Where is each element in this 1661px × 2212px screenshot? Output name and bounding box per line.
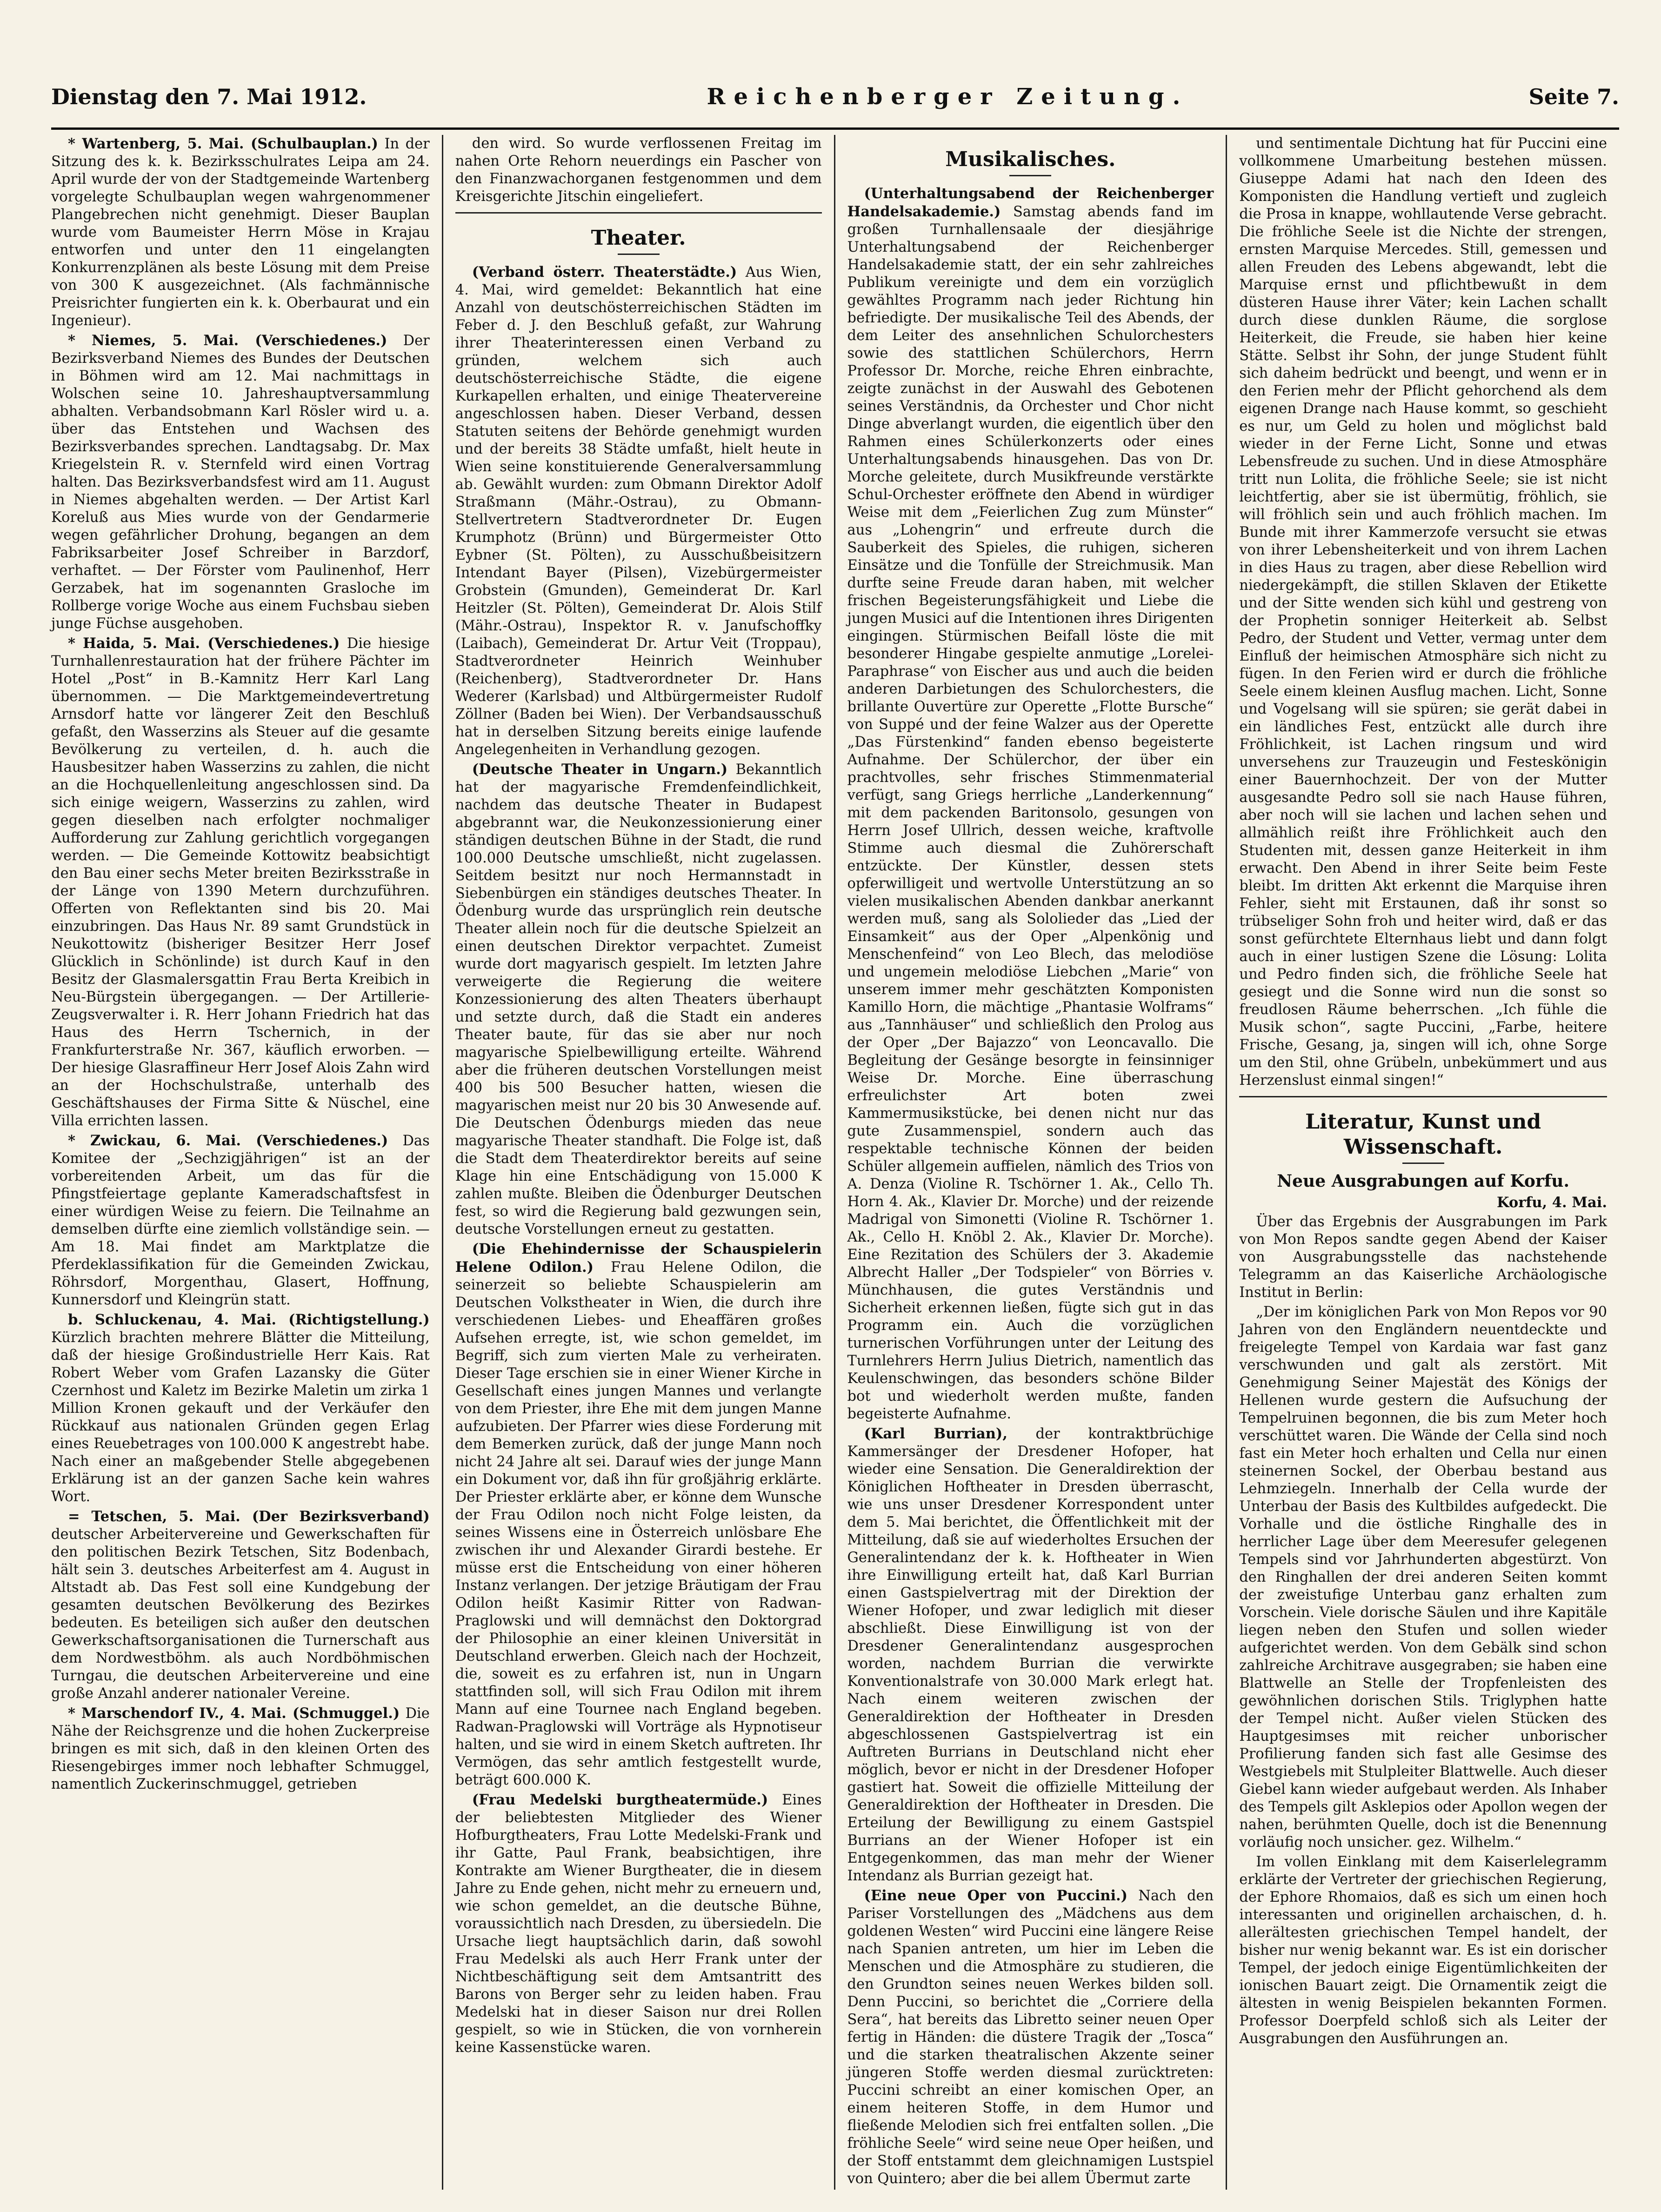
article-handelsakademie [847, 185, 1214, 1423]
article-body: Nach den Pariser Vorstellungen des „Mädchens aus dem goldenen Westen“ wird Puccini eine längere Reise nach Spanien antreten, um hier im Leben die Menschen und die Atmosphäre zu studieren, die den Grundton seines neuen Werkes bilden soll. Denn Puccini, so berichtet die „Corriere della Sera“, hat bereits das Libretto seiner neuen Oper fertig in Händen: die düstere Tragik der „Tosca“ und die starken theatralischen Akzente seiner jüngeren Stoffe werden diesmal zurücktreten: Puccini schreibt an einer komischen Oper, an einem heiteren Stoffe, in dem Humor und fließende Melodien sich frei entfalten sollen. „Die fröhliche Seele“ wird seine neue Oper heißen, und der Stoff entstammt dem gleichnamigen Lustspiel von Quintero; aber die bei allem Übermut zarte [847, 1888, 1214, 2187]
title-underline [618, 254, 660, 255]
article-head: * Zwickau, 6. Mai. (Verschiedenes.) [68, 1132, 388, 1149]
article-body: deutscher Arbeitervereine und Gewerkschaften für den politischen Bezirk Tetschen, Sitz Bodenbach, hält sein 3. deutsches Arbeiterfest am 4. August in Altstadt ab. Das Fest soll eine Kundgebung der gesamten deutschen Bevölkerung des Bezirkes bedeuten. Es beteiligen sich außer den deutschen Gewerkschaftsorganisationen die Turnerschaft aus dem Nordwestböhm. als auch Nordböhmischen Turngau, die deutschen Arbeitervereine und eine große Anzahl anderer nationaler Vereine. [51, 1526, 430, 1702]
column-2 [443, 135, 835, 2190]
article-continuation: den wird. So wurde verflossenen Freitag im nahen Orte Rehorn neuerdings ein Pascher von den Finanzwachorganen festgenommen und dem Kreisgerichte Jitschin eingeliefert. [455, 135, 822, 205]
section-title-literature: Literatur, Kunst und Wissenschaft. [1305, 1110, 1541, 1159]
section-divider [1239, 1096, 1607, 1097]
page-number: Seite 7. [1528, 84, 1619, 109]
article-head: * Haida, 5. Mai. (Verschiedenes.) [68, 635, 340, 652]
column-4 [1227, 135, 1619, 2190]
article-puccini-continuation: und sentimentale Dichtung hat für Puccini eine vollkommene Umarbeitung bestehen müssen. Giuseppe Adami hat nach den Ideen des Komponisten die Handlung vertieft und zugleich die Prosa in knappe, wohllautende Verse gebracht. Die fröhliche Seele ist die Nichte der strengen, ernsten Marquise Mercedes. Still, gemessen und allen Freuden des Lebens abgewandt, lebt die Marquise ernst und pflichtbewußt in dem düsteren Hause ihrer Väter; kein Lachen schallt durch diese dunklen Räume, die sorglose Heiterkeit, die Freude, sie haben hier keine Stätte. Selbst ihr Sohn, der junge Student fühlt sich daheim bedrückt und beengt, und wenn er in den Ferien mehr der Pflicht gehorchend als dem eigenen Drange nach Hause kommt, so geschieht es nur, um Geld zu holen und möglichst bald wieder in der Ferne Licht, Sonne und etwas Lebensfreude zu suchen. Und in diese Atmosphäre tritt nun Lolita, die fröhliche Seele; sie ist nicht leichtfertig, aber sie ist übermütig, fröhlich, sie will fröhlich sein und auch fröhlich machen. Im Bunde mit ihrer Kammerzofe versucht sie etwas von ihrer Lebensheiterkeit und von ihrem Lachen in dies Haus zu tragen, aber diese Rebellion wird niedergekämpft, die stillen Sklaven der Etikette und der Sitte wenden sich kühl und gestreng von der Prophetin sonniger Heiterkeit ab. Selbst Pedro, der Student und Vetter, vermag unter dem Einfluß der heimischen Atmosphäre sich nicht zu fügen. In den Ferien wird er durch die fröhliche Seele einem kleinen Ausflug machen. Licht, Sonne und Vogelsang will sie spüren; sie gerät dabei in ein ländliches Fest, entzückt alle durch ihre Fröhlichkeit, ist Lachen ringsum und wird unversehens zur Trauzeugin und Festeskönigin einer Bauernhochzeit. Der von der Mutter ausgesandte Pedro soll sie nach Hause führen, aber noch will sie lachen und lachen sehen und allmählich reißt ihre Fröhlichkeit auch den Studenten mit, dessen ganze Heiterkeit in ihm erwacht. Den Abend in ihrer Seite beim Feste bleibt. Im dritten Akt erkennt die Marquise ihren Fehler, sieht mit Erstaunen, daß ihr sonst so trübseliger Sohn froh und heiter wird, daß er das sonst gefürchtete Elternhaus liebt und dann folgt auch in einer lustigen Szene die Lösung: Lolita und Pedro finden sich, die fröhliche Seele hat gesiegt und die Sonne wird nun die sonst so freudlosen Räume beherrschen. „Ich fühle die Musik schon“, sagte Puccini, „Farbe, heitere Frische, Gesang, ja, singen will ich, ohne Sorge um den Stil, ohne Grübeln, unbekümmert und aus Herzenslust einmal singen!“ [1239, 135, 1607, 1089]
masthead: Reichenberger Zeitung. [707, 84, 1189, 110]
article-body: Samstag abends fand im großen Turnhallensaale der diesjährige Unterhaltungsabend der Reichenberger Handelsakademie statt, der ein sehr zahlreiches Publikum vereinigte und dem ein vorzüglich gewähltes Programm nach jeder Richtung hin befriedigte. Der musikalische Teil des Abends, der dem Leiter des ansehnlichen Schulorchesters sowie des stattlichen Schülerchors, Herrn Professor Dr. Morche, reiche Ehren einbrachte, zeigte zunächst in der Auswahl des Gebotenen seines Verständnis, da Orchester und Chor nicht Dinge abverlangt wurden, die eigentlich über den Rahmen eines Schülerkonzerts oder eines Unterhaltungsabends hinausgehen. Das von Dr. Morche geleitete, durch Musikfreunde verstärkte Schul-Orchester eröffnete den Abend in würdiger Weise mit dem „Feierlichen Zug zum Münster“ aus „Lohengrin“ und erfreute durch die Sauberkeit des Spieles, die ruhigen, sicheren Einsätze und die Tonfülle der Streichmusik. Man durfte seine Freude daran haben, mit welcher frischen Begeisterungsfähigkeit und Liebe die jungen Musici auf die Intentionen ihres Dirigenten eingingen. Stürmischen Beifall löste die mit besonderer Hingabe gespielte anmutige „Lorelei-Paraphrase“ von Eischer aus und auch die beiden anderen Darbietungen des Schulorchesters, die brillante Ouvertüre zur Operette „Flotte Bursche“ von Suppé und der feine Walzer aus der Operette „Das Fürstenkind“ fanden ebenso begeisterte Aufnahme. Der Schülerchor, der über ein prachtvolles, sehr frisches Stimmenmaterial verfügt, sang Griegs herrliche „Landerkennung“ mit dem packenden Baritonsolo, gesungen von Herrn Josef Ullrich, dessen weiche, kraftvolle Stimme auch diesmal die Zuhörerschaft entzückte. Der Künstler, dessen stets opferwilligeit und wertvolle Unterstützung an so vielen musikalischen Abenden dankbar anerkannt werden muß, sang als Sololieder das „Lied der Einsamkeit“ aus der Oper „Alpenkönig und Menschenfeind“ von Leo Blech, das melodiöse und ungemein melodiöse Liebchen „Marie“ von unserem immer mehr geschätzten Komponisten Kamillo Horn, die mächtige „Phantasie Wolframs“ aus „Tannhäuser“ und schließlich den Prolog aus der Oper „Der Bajazzo“ von Leoncavallo. Die Begleitung der Gesänge besorgte in feinsinniger Weise Dr. Morche. Eine überraschung erfreulichster Art boten zwei Kammermusikstücke, bei denen nicht nur das gute Zusammenspiel, sondern auch das respektable technische Können der beiden Schüler allgemein auffielen, nämlich des Trios von A. Denza (Violine R. Tschörner 1. Ak., Cello Th. Horn 4. Ak., Klavier Dr. Morche) und der reizende Madrigal von Simonetti (Violine R. Tschörner 1. Ak., Cello H. Knöbl 2. Ak., Klavier Dr. Morche). Eine Rezitation des Schülers der 3. Akademie Albrecht Haller „Der Todspieler“ von Börries v. Münchhausen, die gutes Verständnis und Sicherheit erkennen ließen, fügte sich gut in das Programm ein. Auch die vorzüglichen turnerischen Vorführungen unter der Leitung des Turnlehrers Herrn Julius Dietrich, namentlich das Keulenschwingen, das besonders schöne Bilder bot und wiederholt werden mußte, fanden begeisterte Aufnahme. [847, 204, 1214, 1422]
article-odilon [455, 1240, 822, 1789]
article-head: = Tetschen, 5. Mai. (Der Bezirksverband) [68, 1508, 430, 1525]
article-niemes [51, 332, 430, 633]
article-body: Bekanntlich hat der magyarische Fremdenfeindlichkeit, nachdem das deutsche Theater in Budapest abgebrannt war, die Neukonzessionierung einer ständigen deutschen Bühne in der Stadt, die rund 100.000 Deutsche umschließt, nicht zugelassen. Seitdem besitzt nur noch Hermannstadt in Siebenbürgen ein ständiges deutsches Theater. In Ödenburg wurde das ursprünglich rein deutsche Theater allein noch für die deutsche Spielzeit an einen deutschen Direktor verpachtet. Zumeist wurde dort magyarisch gespielt. Im letzten Jahre verweigerte die Regierung die weitere Konzessionierung des alten Theaters überhaupt und setzte durch, daß die Stadt ein anderes Theater baute, für das sie aber nur noch magyarische Spielbewilligung erteilte. Während aber die früheren deutschen Vorstellungen meist 400 bis 500 Besucher hatten, wiesen die magyarischen meist nur 20 bis 30 Anwesende auf. Die Deutschen Ödenburgs mieden das neue magyarische Theater standhaft. Die Folge ist, daß die Stadt dem Theaterdirektor bereits auf seine Klage hin eine Entschädigung von 15.000 K zahlen mußte. Bleiben die Ödenburger Deutschen fest, so wird die Regierung bald gezwungen sein, deutsche Vorstellungen erneut zu gestatten. [455, 762, 822, 1237]
article-columns [51, 135, 1619, 2187]
article-body: Kürzlich brachten mehrere Blätter die Mitteilung, daß der hiesige Großindustrielle Herr Kais. Rat Robert Weber vom Grafen Lazansky die Güter Czernhost und Kaletz im Bezirke Maletin um zirka 1 Million Kronen gekauft und der Verkäufer den Rückkauf aus nationalen Gründen gegen Erlag eines Reuebetrages von 100.000 K angestrebt habe. Nach einer an maßgebender Stelle abgegebenen Erklärung ist an der ganzen Sache kein wahres Wort. [51, 1330, 430, 1505]
article-head: (Die Ehehindernisse der Schauspielerin Helene Odilon.) [455, 1241, 822, 1276]
article-head: (Frau Medelski burgtheatermüde.) [472, 1791, 768, 1808]
article-body: Eines der beliebtesten Mitglieder des Wiener Hofburgtheaters, Frau Lotte Medelski-Frank und ihr Gatte, Paul Frank, beabsichtigen, ihre Kontrakte am Wiener Burgtheater, die in diesem Jahre zu Ende gehen, nicht mehr zu erneuern und, wie schon gemeldet, an die deutsche Bühne, voraussichtlich nach Dresden, zu übersiedeln. Die Ursache liegt hauptsächlich darin, daß sowohl Frau Medelski als auch Herr Frank unter der Nichtbeschäftigung seit dem Amtsantritt des Barons von Berger sehr zu leiden haben. Frau Medelski hat in dieser Saison nur drei Rollen gespielt, so wie in Stücken, die von vornherein keine Kassenstücke waren. [455, 1792, 822, 2056]
article-theater-verband [455, 263, 822, 759]
article-marschendorf [51, 1704, 430, 1793]
article-wartenberg [51, 135, 430, 330]
article-puccini [847, 1887, 1214, 2188]
article-korfu-telegram: „Der im königlichen Park von Mon Repos vor 90 Jahren von den Engländern neuentdeckte und freigelegte Tempel von Kardaia war fast ganz verschwunden und galt als zerstört. Mit Genehmigung Seiner Majestät des Königs der Hellenen wurde gestern die Aufsuchung der Tempelruinen begonnen, die bis zum Meter hoch verschüttet waren. Die Wände der Cella sind noch fast ein Meter hoch erhalten und Cella nur einen steinernen Sockel, der Oberbau bestand aus Lehmziegeln. Innerhalb der Cella wurde der Unterbau der Basis des Kultbildes aufgedeckt. Die Vorhalle und die östliche Ringhalle des in herrlicher Lage über dem Meeresufer gelegenen Tempels sind vor Jahrhunderten abgestürzt. Von den Ringhallen der drei anderen Seiten kommt der zweistufige Unterbau ganz erhalten zum Vorschein. Viele dorische Säulen und ihre Kapitäle liegen neben den Stufen und sollen wieder aufgerichtet werden. Von dem Gebälk sind schon zahlreiche Architrave ausgegraben; sie haben eine Blattwelle an Stelle der Tropfenleisten des gewöhnlichen dorischen Stils. Triglyphen hatte der Tempel nicht. Außer vielen Stücken des Hauptgesimses mit reicher unborischer Profilierung fanden sich fast alle Gesimse des Westgiebels mit Stulpleiter Blattwelle. Auch dieser Giebel kann wieder aufgebaut werden. Als Inhaber des Tempels gilt Asklepios oder Apollon wegen der nahen, berühmten Quelle, doch ist die Benennung vorläufig noch unsicher. gez. Wilhelm.“ [1239, 1304, 1607, 1851]
article-body: In der Sitzung des k. k. Bezirksschulrates Leipa am 24. April wurde der von der Stadtgemeinde Wartenberg vorgelegte Schulbauplan wegen wahrgenommener Plangebrechen nicht genehmigt. Dieser Bauplan wurde vom Baumeister Herrn Möse in Krajau entworfen und unter den 11 eingelangten Konkurrenzplänen als beste Lösung mit dem Preise von 300 K ausgezeichnet. (Als fachmännische Preisrichter fungierten ein k. k. Oberbaurat und ein Ingenieur). [51, 136, 430, 329]
article-head: (Eine neue Oper von Puccini.) [864, 1887, 1128, 1904]
column-1 [51, 135, 443, 2190]
article-head: b. Schluckenau, 4. Mai. (Richtigstellung.) [68, 1311, 430, 1328]
article-head: * Wartenberg, 5. Mai. (Schulbauplan.) [68, 135, 378, 152]
article-medelski [455, 1791, 822, 2057]
article-head: * Marschendorf IV., 4. Mai. (Schmuggel.) [68, 1705, 400, 1722]
article-body: Aus Wien, 4. Mai, wird gemeldet: Bekanntlich hat eine Anzahl von deutschösterreichischen Städten im Feber d. J. den Beschluß gefaßt, zur Wahrung ihrer Theaterinteressen einen Verband zu gründen, welchem sich auch deutschösterreichische Städte, die eigene Kurkapellen erhalten, und einige Theatervereine angeschlossen haben. Dieser Verband, dessen Statuten seitens der Behörde genehmigt wurden und der bereits 38 Städte umfaßt, hielt heute in Wien seine konstituierende Generalversammlung ab. Gewählt wurden: zum Obmann Direktor Adolf Straßmann (Mähr.-Ostrau), zu Obmann-Stellvertretern Stadtverordneter Dr. Eugen Krumphotz (Brünn) und Bürgermeister Otto Eybner (St. Pölten), zu Ausschußbeisitzern Intendant Bayer (Pilsen), Vizebürgermeister Grobstein (Gmunden), Gemeinderat Dr. Karl Heitzler (St. Pölten), Gemeinderat Dr. Alois Stilf (Mähr.-Ostrau), Inspektor R. v. Janufschoffky (Laibach), Gemeinderat Dr. Artur Veit (Troppau), Stadtverordneter Heinrich Weinhuber (Reichenberg), Stadtverordneter Dr. Hans Wederer (Karlsbad) und Altbürgermeister Rudolf Zöllner (Baden bei Wien). Der Verbandsausschuß hat in derselben Sitzung bereits einige laufende Angelegenheiten in Verhandlung gezogen. [455, 264, 822, 758]
article-body: Die Nähe der Reichsgrenze und die hohen Zuckerpreise bringen es mit sich, daß in den kleinen Orten des Riesengebirges immer noch lebhafter Schmuggel, namentlich Zuckerinschmuggel, getrieben [51, 1705, 430, 1792]
page-header [51, 84, 1619, 130]
article-head: (Unterhaltungsabend der Reichenberger Handelsakademie.) [847, 185, 1214, 220]
article-head: * Niemes, 5. Mai. (Verschiedenes.) [68, 332, 387, 349]
article-tetschen [51, 1508, 430, 1703]
section-title-theater: Theater. [591, 226, 686, 250]
article-korfu-intro: Über das Ergebnis der Ausgrabungen im Park von Mon Repos sandte gegen Abend der Kaiser von Ausgrabungsstelle das nachstehende Telegramm an das Kaiserliche Archäologische Institut in Berlin: [1239, 1214, 1607, 1301]
article-body: Der Bezirksverband Niemes des Bundes der Deutschen in Böhmen wird am 12. Mai nachmittags in Wolschen seine 10. Jahreshauptversammlung abhalten. Verbandsobmann Karl Rösler wird u. a. über das Entstehen und Wachsen des Bezirksverbandes sprechen. Landtagsabg. Dr. Max Kriegelstein R. v. Sternfeld wird einen Vortrag halten. Das Bezirksverbandsfest wird am 11. August in Niemes abgehalten werden. — Der Artist Karl Koreluß aus Mies wurde von der Gendarmerie wegen gefährlicher Drohung, begangen an dem Fabriksarbeiter Josef Schreiber in Barzdorf, verhaftet. — Der Förster vom Paulinenhof, Herr Gerzabek, hat im sogenannten Grasloche im Rollberge vorige Woche aus einem Fuchsbau sieben junge Füchse ausgehoben. [51, 333, 430, 632]
section-divider [455, 212, 822, 214]
title-underline [1402, 1163, 1444, 1164]
article-korfu-closing: Im vollen Einklang mit dem Kaiserlelegramm erklärte der Vertreter der griechischen Regierung, der Ephore Rhomaios, daß es sich um einen hoch interessanten und originellen archaischen, d. h. allerältesten griechischen Tempel handelt, der bisher nur wenig bekannt war. Es ist ein dorischer Tempel, der jedoch einige Eigentümlichkeiten der ionischen Bauart zeigt. Die Ornamentik zeigt die ältesten in wenig Beispielen bekannten Formen. Professor Doerpfeld schloß sich als Leiter der Ausgrabungen den Ausführungen an. [1239, 1854, 1607, 2047]
section-title-music: Musikalisches. [945, 147, 1116, 171]
column-3 [835, 135, 1227, 2190]
article-subtitle-korfu: Neue Ausgrabungen auf Korfu. [1277, 1171, 1569, 1191]
article-burrian [847, 1425, 1214, 1885]
dateline-korfu: Korfu, 4. Mai. [1497, 1194, 1607, 1211]
article-body: Das Komitee der „Sechzigjährigen“ ist an der vorbereitenden Arbeit, um das für die Pfingstfeiertage geplante Kameradschaftsfest in einer würdigen Weise zu feiern. Die Teilnahme an demselben dürfte eine ziemlich vollständige sein. — Am 18. Mai findet am Marktplatze die Pferdeklassifikation für die Gemeinden Zwickau, Röhrsdorf, Morgenthau, Glasert, Hoffnung, Kunnersdorf und Kleingrün statt. [51, 1133, 430, 1308]
title-underline [1009, 175, 1051, 176]
article-theater-ungarn [455, 761, 822, 1238]
article-body: Die hiesige Turnhallenrestauration hat der frühere Pächter im Hotel „Post“ in B.-Kamnitz Herr Karl Lang übernommen. — Die Marktgemeindevertretung Arnsdorf hatte vor längerer Zeit den Beschluß gefaßt, den Wasserzins als Steuer auf die gesamte Bevölkerung zu verteilen, d. h. auch die Hausbesitzer haben Wasserzins zu zahlen, die nicht an die Hochquellenleitung angeschlossen sind. Da sich einige weigern, Wasserzins zu zahlen, wird gegen dieselben nach erfolgter nochmaliger Aufforderung zur Zahlung gerichtlich vorgegangen werden. — Die Gemeinde Kottowitz beabsichtigt den Bau einer sechs Meter breiten Bezirksstraße in der Länge von 1390 Metern durchzuführen. Offerten von Reflektanten sind bis 20. Mai einzubringen. Das Haus Nr. 89 samt Grundstück in Neukottowitz (bisheriger Besitzer Herr Josef Glücklich in Schönlinde) ist durch Kauf in den Besitz der Glasmalersgattin Frau Berta Kreibich in Neu-Bürgstein übergegangen. — Der Artillerie-Zeugsverwalter i. R. Herr Johann Friedrich hat das Haus des Herrn Tschernich, in der Frankfurterstraße Nr. 367, käuflich erworben. — Der hiesige Glasraffineur Herr Josef Alois Zahn wird an der Hochschulstraße, unterhalb des Geschäftshauses der Firma Sitte & Nüschel, eine Villa errichten lassen. [51, 635, 430, 1129]
article-schluckenau [51, 1311, 430, 1506]
article-head: (Karl Burrian), [864, 1425, 1007, 1442]
article-head: (Verband österr. Theaterstädte.) [472, 264, 737, 281]
header-date: Dienstag den 7. Mai 1912. [51, 84, 367, 109]
article-haida [51, 635, 430, 1130]
article-body: der kontraktbrüchige Kammersänger der Dresdener Hofoper, hat wieder eine Sensation. Die Generaldirektion der Königlichen Hoftheater in Dresden überrascht, wie uns unser Dresdener Korrespondent unter dem 5. Mai berichtet, die Öffentlichkeit mit der Mitteilung, daß sie auf wiederholtes Ersuchen der Generalintendanz der k. k. Hoftheater in Wien ihre Einwilligung erteilt hat, daß Karl Burrian einen Gastspielvertrag mit der Direktion der Wiener Hofoper, und zwar lediglich mit dieser abschließt. Diese Einwilligung ist von der Dresdener Generalintendanz ausgesprochen worden, nachdem Burrian die verwirkte Konventionalstrafe von 30.000 Mark erlegt hat. Nach einem weiteren zwischen der Generaldirektion der Hoftheater in Dresden abgeschlossenen Gastspielvertrag ist ein Auftreten Burrians in Deutschland nicht eher möglich, bevor er nicht in der Dresdener Hofoper gastiert hat. Soweit die offizielle Mitteilung der Generaldirektion der Hoftheater in Dresden. Die Erteilung der Bewilligung zu einem Gastspiel Burrians an der Wiener Hofoper ist ein Entgegenkommen, das man mehr der Wiener Intendanz als Burrian gezeigt hat. [847, 1426, 1214, 1884]
article-zwickau [51, 1132, 430, 1309]
article-body: Frau Helene Odilon, die seinerzeit so beliebte Schauspielerin am Deutschen Volkstheater in Wien, die durch ihre verschiedenen Liebes- und Eheaffären großes Aufsehen erregte, ist, wie schon gemeldet, im Begriff, sich zum vierten Male zu verheiraten. Dieser Tage erschien sie in einer Wiener Kirche in Gesellschaft eines jungen Mannes und verlangte von dem Priester, ihre Ehe mit dem jungen Manne aufzubieten. Der Pfarrer wies diese Forderung mit dem Bemerken zurück, daß der junge Mann noch nicht 24 Jahre alt sei. Darauf wies der junge Mann ein Dokument vor, daß ihn für großjährig erklärte. Der Priester erklärte aber, er könne dem Wunsche der Frau Odilon noch nicht Folge leisten, da seines Wissens eine in Österreich unlösbare Ehe zwischen ihr und Alexander Girardi bestehe. Er müsse erst die Entscheidung von einer höheren Instanz verlangen. Der jetzige Bräutigam der Frau Odilon heißt Kasimir Ritter von Radwan-Praglowski und will demnächst den Doktorgrad der Philosophie an einer kleinen Universität in Deutschland erwerben. Gleich nach der Hochzeit, die, soweit es zu erfahren ist, nun in Ungarn stattfinden soll, will sich Frau Odilon mit ihrem Mann auf eine Tournee nach England begeben. Radwan-Praglowski will Vorträge als Hypnotiseur halten, und sie wird in einem Sketch auftreten. Ihr Vermögen, das sehr amtlich festgestellt wurde, beträgt 600.000 K. [455, 1259, 822, 1788]
article-head: (Deutsche Theater in Ungarn.) [472, 761, 728, 778]
